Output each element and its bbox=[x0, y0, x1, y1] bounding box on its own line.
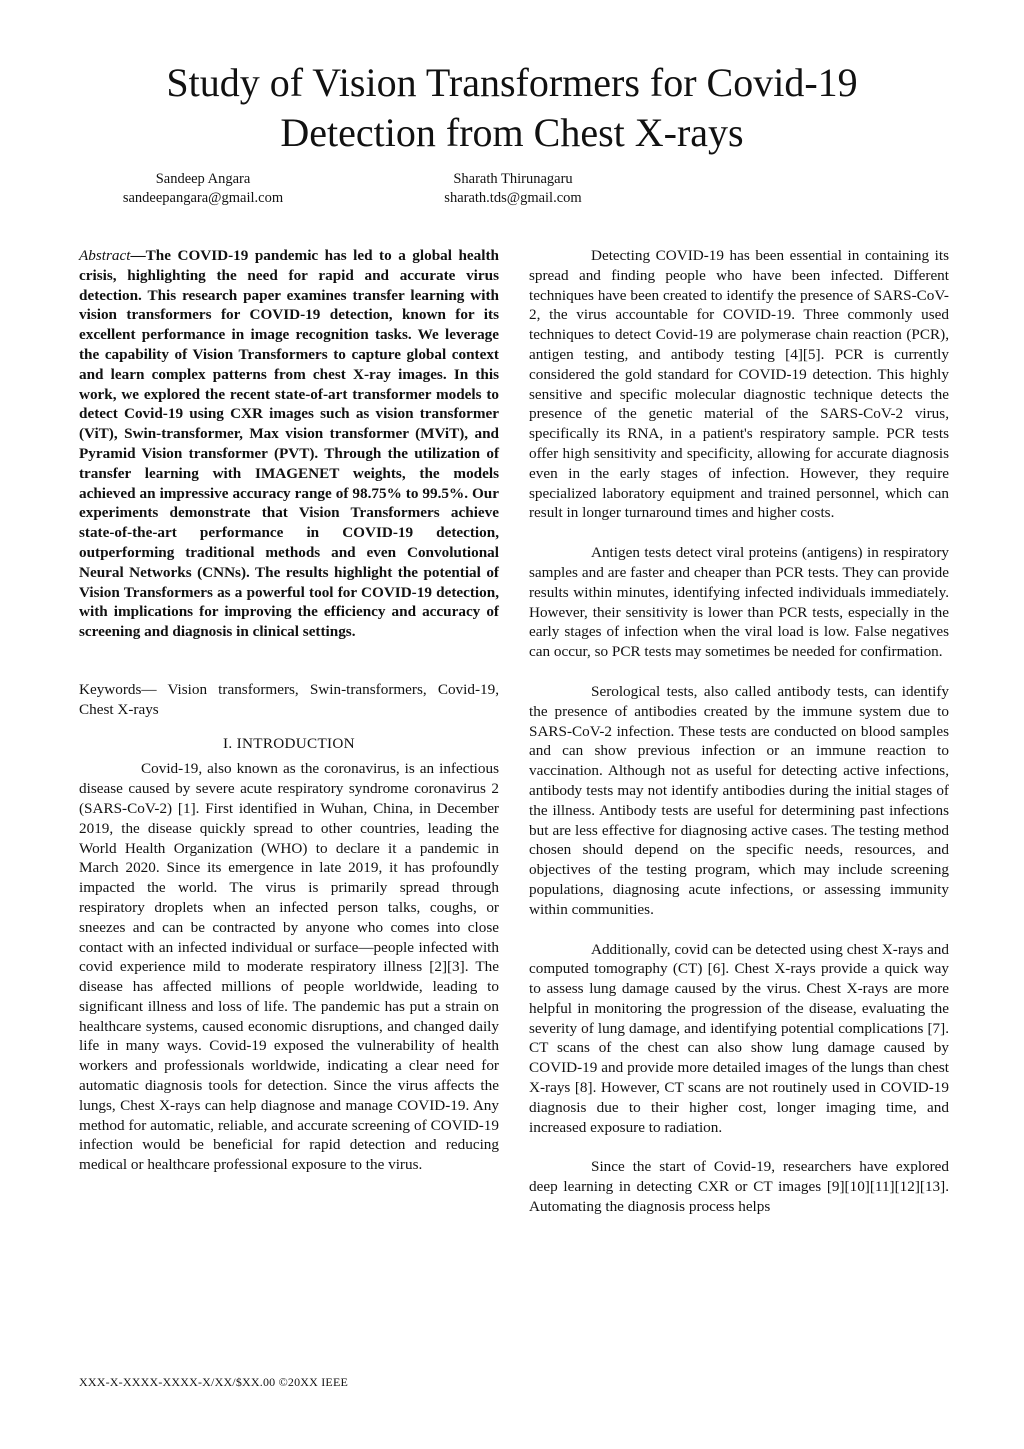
section-number: I. bbox=[223, 734, 233, 752]
paper-title-line-1: Study of Vision Transformers for Covid-19 bbox=[166, 60, 858, 105]
body-paragraph: Additionally, covid can be detected using chest X-rays and computed tomography (CT) [6]. Chest X-rays provide a quick way to assess lung damage caused by the virus. Chest X-rays are more helpful in monitoring the progression of the disease, evaluating the severity of lung damage, and identifying potential complications [7]. CT scans of the chest can also show lung damage caused by COVID-19 and provide more detailed images of the lungs than chest X-rays [8]. However, CT scans are not routinely used in COVID-19 diagnosis due to their higher cost, longer imaging time, and increased exposure to radiation. bbox=[529, 940, 949, 1136]
author-name: Sharath Thirunagaru bbox=[453, 171, 573, 187]
paper-title bbox=[0, 58, 1024, 158]
author-name: Sandeep Angara bbox=[155, 171, 251, 187]
author-email: sharath.tds@gmail.com bbox=[444, 190, 582, 206]
body-paragraph: Since the start of Covid-19, researchers have explored deep learning in detecting CXR or CT images [9][10][11][12][13]. Automating the diagnosis process helps bbox=[529, 1158, 949, 1216]
author-email: sandeepangara@gmail.com bbox=[122, 190, 284, 206]
author-block-1 bbox=[53, 170, 353, 208]
keywords: Keywords— Vision transformers, Swin-transformers, Covid-19, Chest X-rays bbox=[79, 680, 499, 718]
paper-title-line-2: Detection from Chest X-rays bbox=[280, 110, 744, 155]
section-title-rest: NTRODUCTION bbox=[241, 734, 355, 752]
abstract-lead: Abstract bbox=[79, 247, 131, 264]
right-column bbox=[529, 246, 949, 1217]
section-first-letter: I bbox=[236, 734, 242, 752]
section-heading-introduction bbox=[79, 734, 499, 754]
abstract bbox=[79, 246, 499, 642]
abstract-text: —The COVID-19 pandemic has led to a global health crisis, highlighting the need for rapid and accurate virus detection. This research paper examines transfer learning with vision transformers for COVID-19 detection, known for its excellent performance in image recognition tasks. We leverage the capability of Vision Transformers to capture global context and learn complex patterns from chest X-ray images. In this work, we explored the recent state-of-art transformer models to detect Covid-19 using CXR images such as vision transformer (ViT), Swin-transformer, Max vision transformer (MViT), and Pyramid Vision transformer (PVT). Through the utilization of transfer learning with IMAGENET weights, the models achieved an impressive accuracy range of 98.75% to 99.5%. Our experiments demonstrate that Vision Transformers achieve state-of-the-art performance in COVID-19 detection, outperforming traditional methods and even Convolutional Neural Networks (CNNs). The results highlight the potential of Vision Transformers as a powerful tool for COVID-19 detection, with implications for improving the efficiency and accuracy of screening and diagnosis in clinical settings. bbox=[79, 247, 499, 641]
copyright-footer: XXX-X-XXXX-XXXX-X/XX/$XX.00 ©20XX IEEE bbox=[79, 1375, 349, 1389]
author-block-2 bbox=[363, 170, 663, 208]
left-column bbox=[79, 246, 499, 1175]
body-paragraph: Antigen tests detect viral proteins (antigens) in respiratory samples and are faster and cheaper than PCR tests. They can provide results within minutes, identifying infected individuals immediately. However, their sensitivity is lower than PCR tests, especially in the early stages of infection when the viral load is low. False negatives can occur, so PCR tests may sometimes be needed for confirmation. bbox=[529, 544, 949, 661]
body-paragraph: Detecting COVID-19 has been essential in containing its spread and finding people who have been infected. Different techniques have been created to identify the presence of SARS-CoV-2, the virus accountable for COVID-19. Three commonly used techniques to detect Covid-19 are polymerase chain reaction (PCR), antigen testing, and antibody testing [4][5]. PCR is currently considered the gold standard for COVID-19 detection. This highly sensitive and specific molecular diagnostic technique detects the presence of the genetic material of the SARS-CoV-2 virus, specifically its RNA, in a patient's respiratory sample. PCR tests offer high sensitivity and specificity, allowing for accurate diagnosis even in the early stages of infection. However, they require specialized laboratory equipment and trained personnel, which can result in longer turnaround times and higher costs. bbox=[529, 247, 949, 522]
intro-paragraph: Covid-19, also known as the coronavirus, is an infectious disease caused by severe acute respiratory syndrome coronavirus 2 (SARS-CoV-2) [1]. First identified in Wuhan, China, in December 2019, the disease quickly spread to other countries, leading the World Health Organization (WHO) to declare it a pandemic in March 2020. Since its emergence in late 2019, it has profoundly impacted the world. The virus is primarily spread through respiratory droplets when an infected person talks, coughs, or sneezes and can be contracted by anyone who comes into close contact with an infected individual or surface—people infected with covid experience mild to moderate respiratory illness [2][3]. The disease has affected millions of people worldwide, leading to significant illness and loss of life. The pandemic has put a strain on healthcare systems, caused economic disruptions, and changed daily life in many ways. Covid-19 exposed the vulnerability of health workers and professionals worldwide, indicating a clear need for automatic diagnosis tools for detection. Since the virus affects the lungs, Chest X-rays can help diagnose and manage COVID-19. Any method for automatic, reliable, and accurate screening of COVID-19 infection would be beneficial for rapid detection and reducing medical or healthcare professional exposure to the virus. bbox=[79, 760, 499, 1174]
body-paragraph: Serological tests, also called antibody tests, can identify the presence of antibodies created by the immune system due to SARS-CoV-2 infection. These tests are conducted on blood samples and can show previous infection or an immune reaction to vaccination. Although not as useful for detecting active infections, antibody tests may not identify antibodies during the initial stages of the illness. Antibody tests are useful for determining past infections but are less effective for diagnosing active cases. The testing method chosen should depend on the specific needs, resources, and objectives of the testing program, which may include screening populations, diagnosing acute infections, or assessing immunity within communities. bbox=[529, 682, 949, 918]
